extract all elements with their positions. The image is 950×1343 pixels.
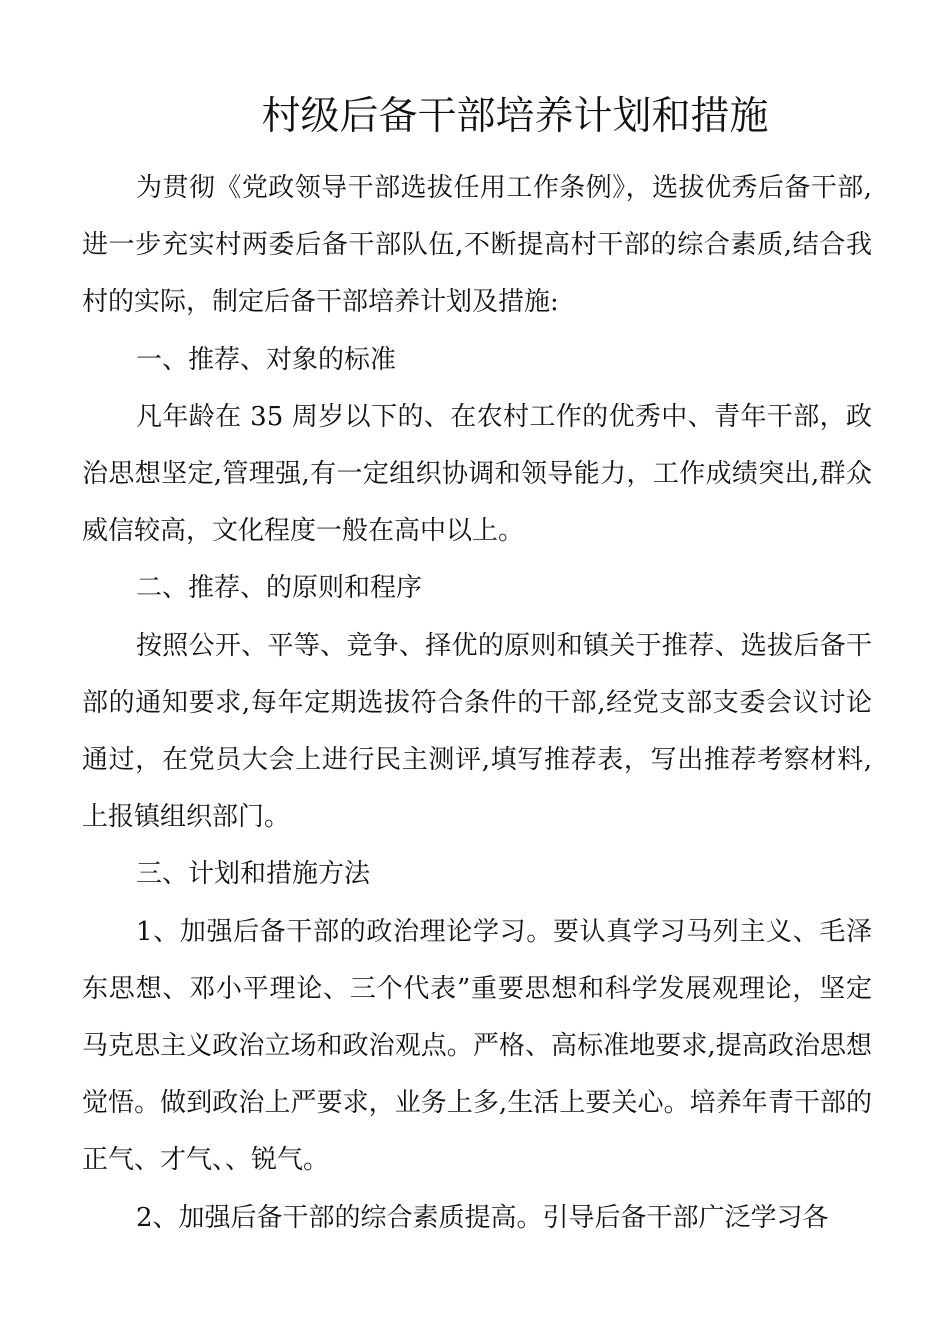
document-title: 村级后备干部培养计划和措施 bbox=[261, 94, 769, 139]
paragraph-intro: 为贯彻《党政领导干部选拔任用工作条例》，选拔优秀后备干部,进一步充实村两委后备干部队伍,不断提高村干部的综合素质,结合我村的实际，制定后备干部培养计划及措施: bbox=[82, 173, 872, 318]
paragraph-criteria: 凡年龄在 35 周岁以下的、在农村工作的优秀中、青年干部，政治思想坚定,管理强,有一定组织协调和领导能力，工作成绩突出,群众威信较高，文化程度一般在高中以上。 bbox=[82, 401, 872, 547]
document-body bbox=[82, 160, 872, 1247]
section-heading-3: 三、计划和措施方法 bbox=[136, 859, 371, 890]
section-heading-1: 一、推荐、对象的标准 bbox=[136, 344, 397, 375]
paragraph-measure-1: 1、加强后备干部的政治理论学习。要认真学习马列主义、毛泽东思想、邓小平理论、三个代表”重要思想和科学发展观理论，坚定马克思主义政治立场和政治观点。严格、高标准地要求,提高政治思想觉悟。做到政治上严要求，业务上多,生活上要关心。培养年青干部的正气、才气、、锐气。 bbox=[82, 916, 872, 1176]
paragraph-measure-2: 2、加强后备干部的综合素质提高。引导后备干部广泛学习各 bbox=[136, 1202, 829, 1233]
paragraph-procedure: 按照公开、平等、竞争、择优的原则和镇关于推荐、选拔后备干部的通知要求,每年定期选拔符合条件的干部,经党支部支委会议讨论通过，在党员大会上进行民主测评,填写推荐表，写出推荐考察材料,上报镇组织部门。 bbox=[82, 630, 872, 833]
section-heading-2: 二、推荐、的原则和程序 bbox=[136, 573, 423, 604]
